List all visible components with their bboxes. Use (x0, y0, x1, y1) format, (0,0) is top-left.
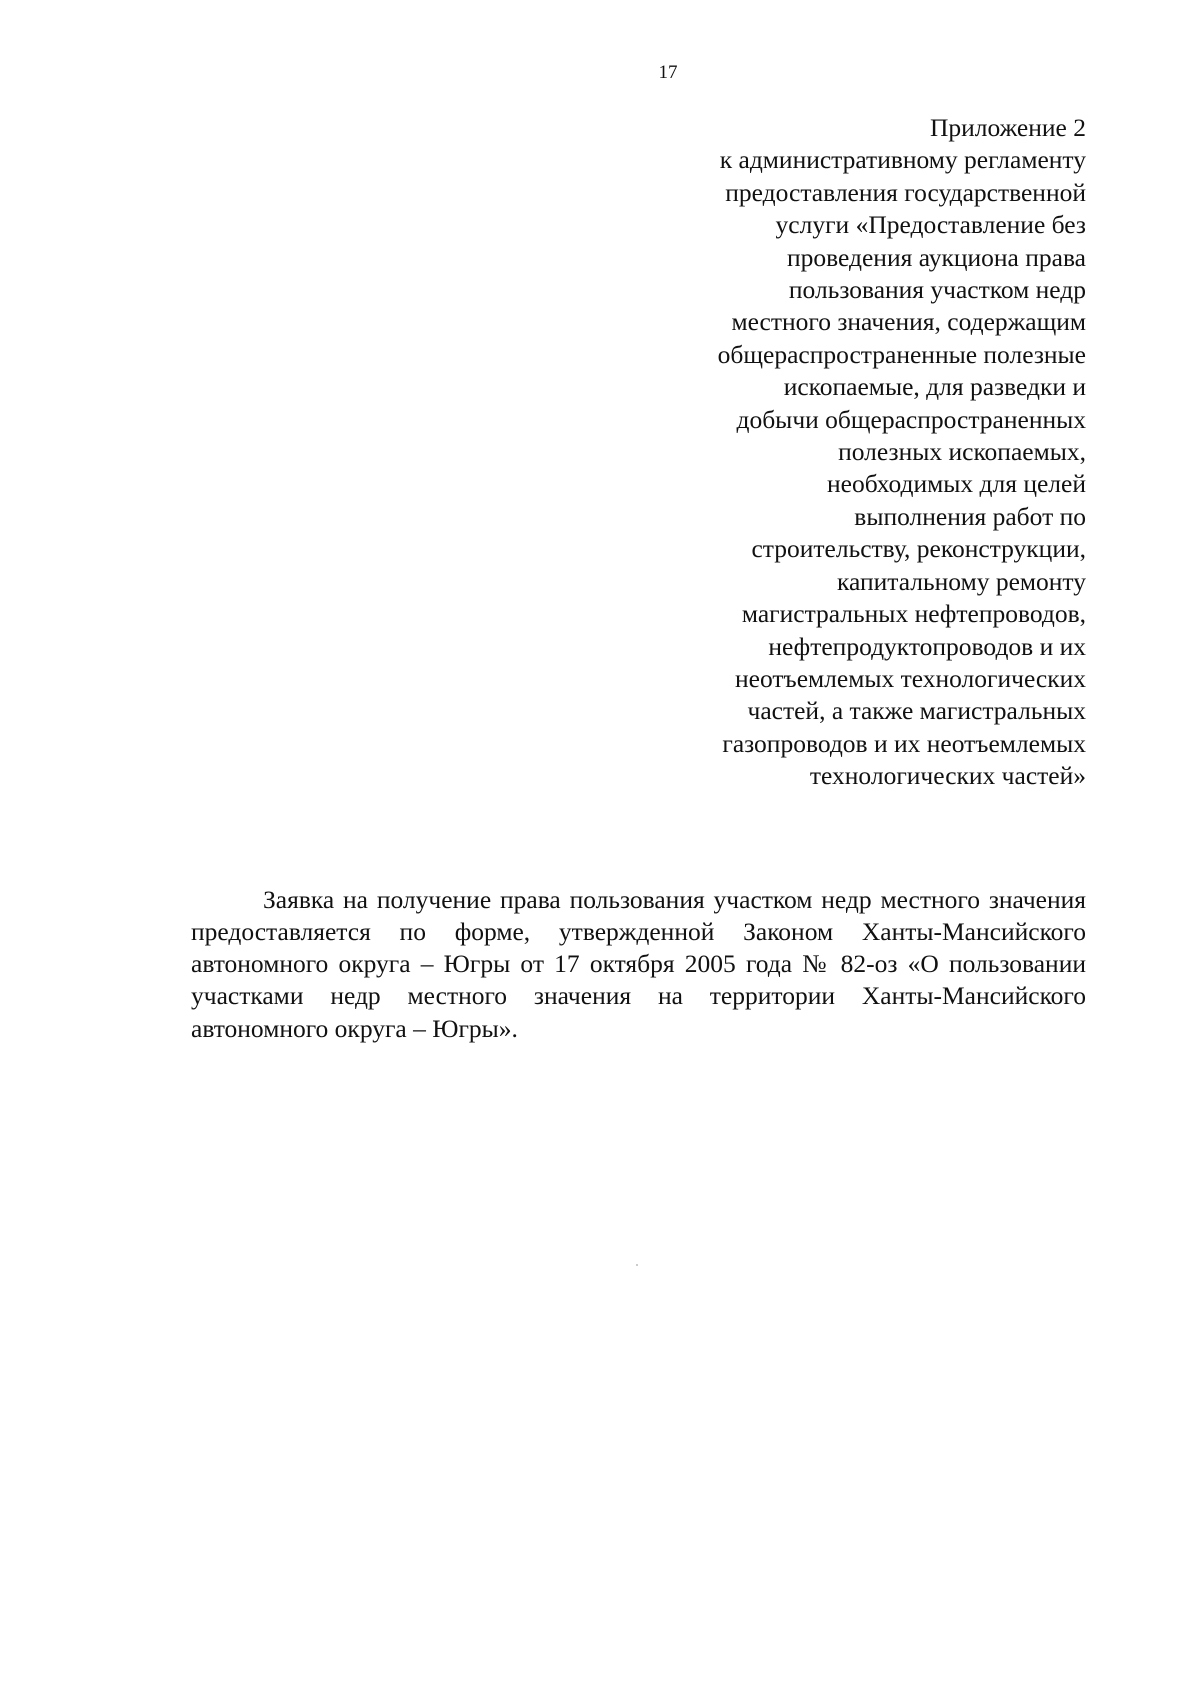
scan-speck (636, 1264, 638, 1266)
appendix-line: проведения аукциона права (787, 242, 1086, 272)
appendix-line: нефтепродуктопроводов и их (768, 631, 1086, 661)
appendix-line: предоставления государственной (725, 177, 1086, 207)
appendix-line: газопроводов и их неотъемлемых (722, 728, 1086, 758)
appendix-line: магистральных нефтепроводов, (741, 599, 1086, 629)
appendix-line: неотъемлемых технологических (735, 663, 1086, 693)
appendix-line: пользования участком недр (788, 275, 1086, 305)
appendix-line: технологических частей» (809, 761, 1086, 791)
appendix-header (656, 112, 1086, 793)
appendix-line: местного значения, содержащим (731, 307, 1086, 337)
page-number: 17 (658, 62, 678, 83)
appendix-line: выполнения работ по (854, 501, 1086, 531)
appendix-line: частей, а также магистральных (747, 696, 1086, 726)
appendix-line: добычи общераспространенных (736, 404, 1086, 434)
appendix-line: ископаемые, для разведки и (783, 372, 1086, 402)
appendix-line: необходимых для целей (827, 469, 1086, 499)
appendix-line: услуги «Предоставление без (775, 210, 1086, 240)
appendix-line: общераспространенные полезные (717, 339, 1086, 369)
appendix-line: Приложение 2 (930, 113, 1086, 142)
appendix-line: строительству, реконструкции, (751, 534, 1086, 564)
appendix-line: полезных ископаемых, (838, 437, 1086, 467)
appendix-line: к административному регламенту (719, 145, 1086, 175)
appendix-line: капитальному ремонту (837, 566, 1086, 596)
body-paragraph: Заявка на получение права пользования участком недр местного значения предоставляется по форме, утвержденной Законом Ханты-Мансийского автономного округа – Югры от 17 октября 2005 года № 82-оз «О пользовании участками недр местного значения на территории Ханты-Мансийского автономного округа – Югры». (191, 884, 1086, 1043)
